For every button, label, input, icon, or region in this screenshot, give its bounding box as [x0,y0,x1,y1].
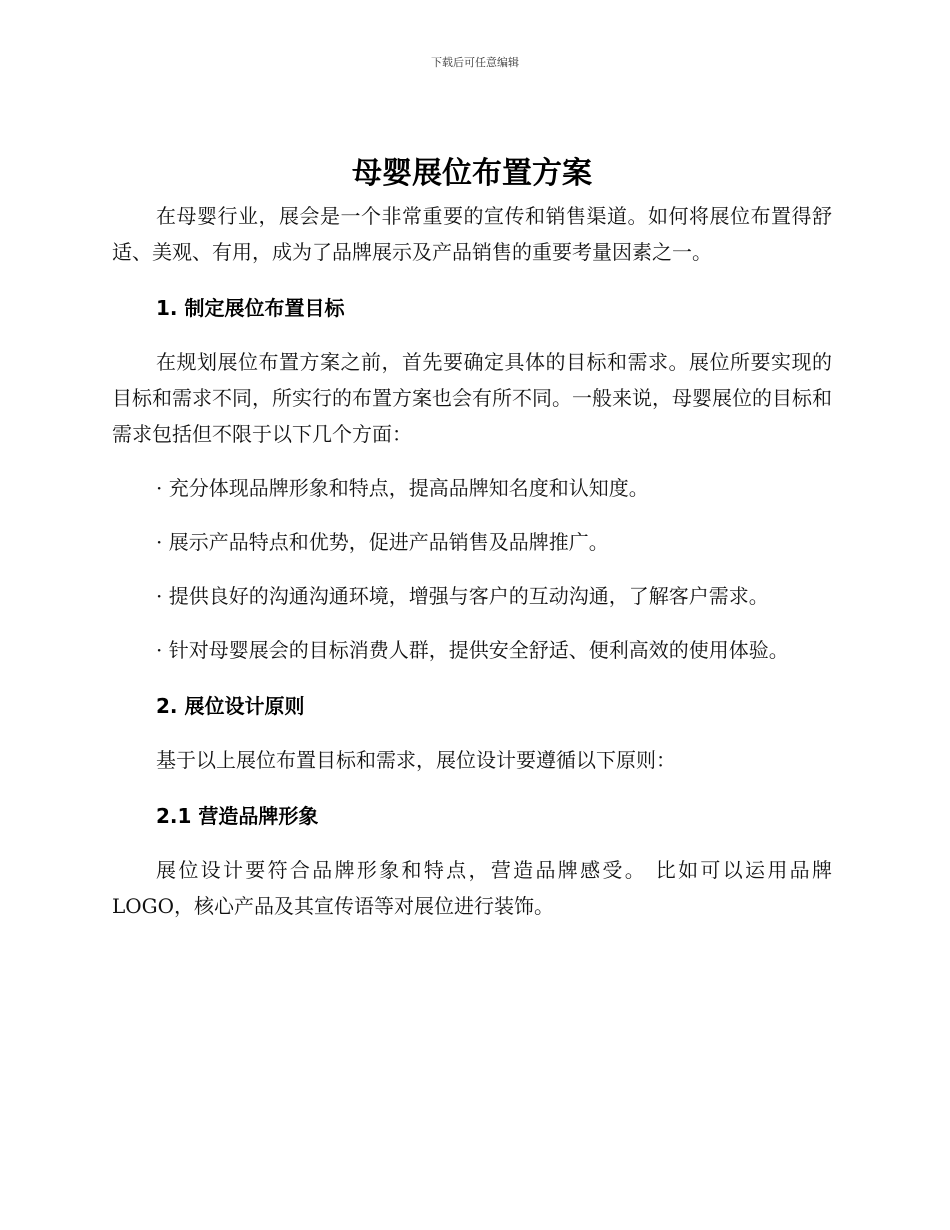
document-title: 母婴展位布置方案 [352,156,592,191]
intro-paragraph: 在母婴行业，展会是一个非常重要的宣传和销售渠道。如何将展位布置得舒适、美观、有用，成为了品牌展示及产品销售的重要考量因素之一。 [112,204,832,264]
section-2-1-heading: 2.1 营造品牌形象 [156,804,319,828]
section-2-paragraph: 基于以上展位布置目标和需求，展位设计要遵循以下原则： [156,748,676,772]
section-2-1-paragraph: 展位设计要符合品牌形象和特点，营造品牌感受。 比如可以运用品牌LOGO，核心产品及其宣传语等对展位进行装饰。 [112,858,832,918]
bullet-item: · 展示产品特点和优势，促进产品销售及品牌推广。 [156,530,609,554]
document-body [112,150,832,924]
section-1-paragraph: 在规划展位布置方案之前，首先要确定具体的目标和需求。展位所要实现的目标和需求不同，所实行的布置方案也会有所不同。一般来说，母婴展位的目标和需求包括但不限于以下几个方面： [112,350,832,446]
bullet-item: · 提供良好的沟通沟通环境，增强与客户的互动沟通，了解客户需求。 [156,584,769,608]
section-1-heading: 1. 制定展位布置目标 [156,296,345,320]
header-note: 下载后可任意编辑 [431,56,519,69]
section-2-heading: 2. 展位设计原则 [156,694,305,718]
bullet-item: · 充分体现品牌形象和特点，提高品牌知名度和认知度。 [156,476,649,500]
bullet-item: · 针对母婴展会的目标消费人群，提供安全舒适、便利高效的使用体验。 [156,638,789,662]
